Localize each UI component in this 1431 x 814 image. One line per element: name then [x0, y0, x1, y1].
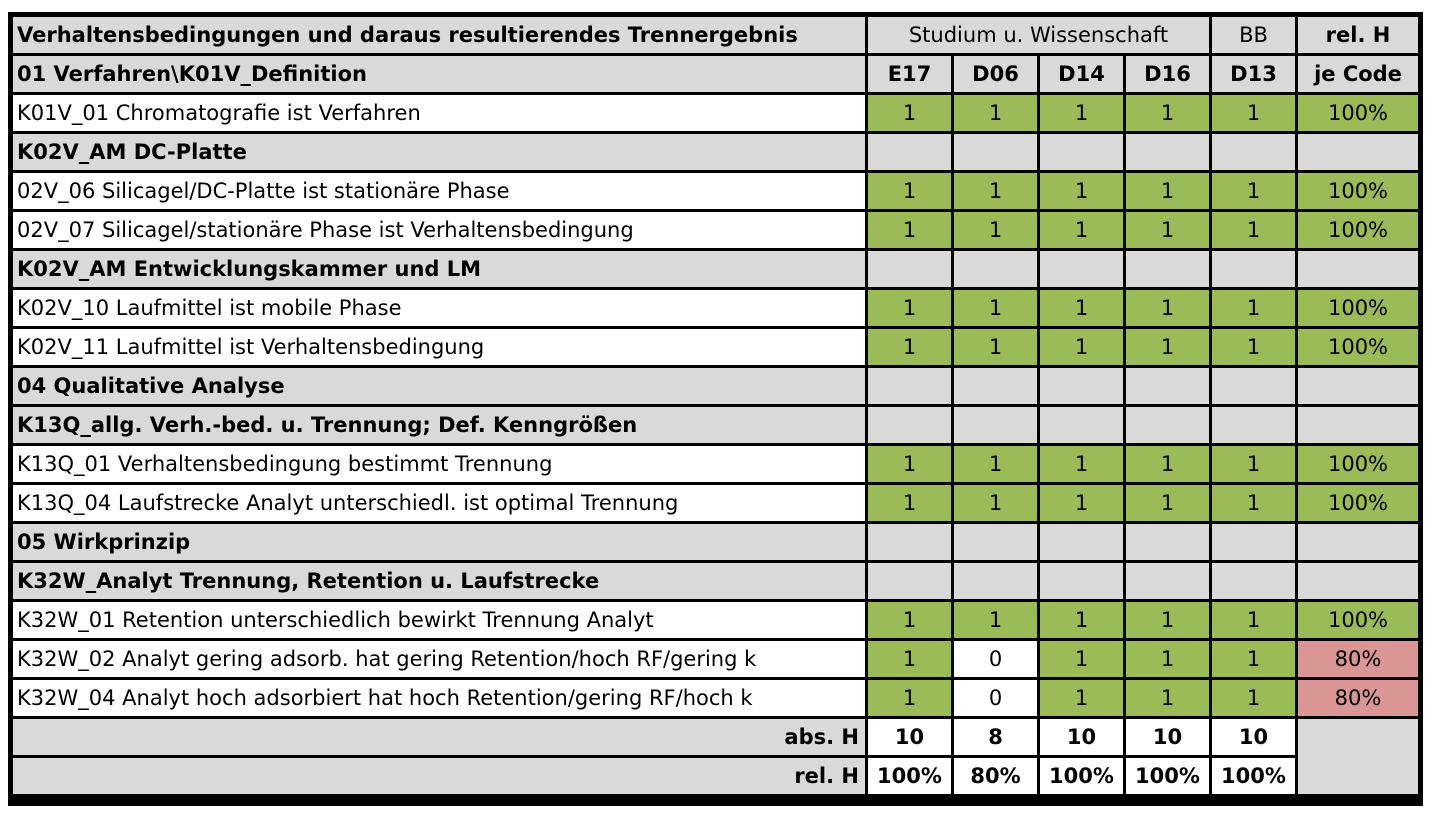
code-label: 02V_07 Silicagel/stationäre Phase ist Verhaltensbedingung [13, 212, 865, 248]
value-cell: 1 [954, 290, 1037, 326]
code-row [13, 485, 1418, 521]
value-cell: 1 [1040, 446, 1123, 482]
empty-cell [1212, 563, 1295, 599]
value-cell: 1 [1126, 602, 1209, 638]
empty-cell [1126, 407, 1209, 443]
value-cell: 1 [954, 446, 1037, 482]
header-row-1 [13, 17, 1418, 53]
empty-cell [954, 524, 1037, 560]
value-cell: 1 [1126, 212, 1209, 248]
rel-h-cell: 80% [1298, 680, 1418, 716]
category-label: K13Q_allg. Verh.-bed. u. Trennung; Def. Kenngrößen [13, 407, 865, 443]
empty-cell [1212, 251, 1295, 287]
empty-cell [954, 368, 1037, 404]
value-cell: 1 [1040, 290, 1123, 326]
table-title: Verhaltensbedingungen und daraus resultierendes Trennergebnis [13, 17, 865, 53]
code-row [13, 173, 1418, 209]
category-row [13, 368, 1418, 404]
value-cell: 1 [1126, 173, 1209, 209]
empty-cell [1212, 524, 1295, 560]
value-cell: 1 [868, 329, 951, 365]
category-row [13, 251, 1418, 287]
value-cell: 0 [954, 680, 1037, 716]
empty-cell [1040, 407, 1123, 443]
empty-cell [1298, 407, 1418, 443]
rel-h-value: 100% [1040, 758, 1123, 794]
value-cell: 1 [868, 680, 951, 716]
code-row [13, 212, 1418, 248]
column-header: D14 [1040, 56, 1123, 92]
value-cell: 1 [868, 602, 951, 638]
value-cell: 1 [1212, 290, 1295, 326]
rel-h-cell: 100% [1298, 173, 1418, 209]
category-row [13, 407, 1418, 443]
category-row [13, 524, 1418, 560]
empty-cell [1126, 251, 1209, 287]
empty-cell [868, 563, 951, 599]
code-label: 02V_06 Silicagel/DC-Platte ist stationäre Phase [13, 173, 865, 209]
code-label: K13Q_01 Verhaltensbedingung bestimmt Trennung [13, 446, 865, 482]
column-header: D13 [1212, 56, 1295, 92]
empty-cell [1040, 134, 1123, 170]
empty-cell [868, 251, 951, 287]
value-cell: 1 [1126, 446, 1209, 482]
value-cell: 1 [1126, 680, 1209, 716]
value-cell: 1 [954, 602, 1037, 638]
empty-cell [868, 368, 951, 404]
group-header-study: Studium u. Wissenschaft [868, 17, 1209, 53]
empty-cell [868, 407, 951, 443]
value-cell: 1 [1040, 680, 1123, 716]
value-cell: 1 [1212, 641, 1295, 677]
empty-cell [868, 524, 951, 560]
abs-h-label: abs. H [13, 719, 865, 755]
coding-table [10, 14, 1421, 797]
rel-h-cell: 100% [1298, 290, 1418, 326]
empty-cell [1298, 134, 1418, 170]
value-cell: 1 [1126, 485, 1209, 521]
value-cell: 1 [868, 446, 951, 482]
rel-h-value: 80% [954, 758, 1037, 794]
header-row-2 [13, 56, 1418, 92]
rel-h-cell: 80% [1298, 641, 1418, 677]
code-row [13, 641, 1418, 677]
rel-h-cell: 100% [1298, 602, 1418, 638]
rel-h-cell: 100% [1298, 485, 1418, 521]
value-cell: 1 [954, 329, 1037, 365]
empty-cell [954, 251, 1037, 287]
code-row [13, 602, 1418, 638]
abs-h-row [13, 719, 1418, 755]
empty-cell [1040, 563, 1123, 599]
code-label: K32W_04 Analyt hoch adsorbiert hat hoch Retention/gering RF/hoch k [13, 680, 865, 716]
coding-table-frame [8, 12, 1423, 806]
empty-cell [954, 563, 1037, 599]
rel-h-cell: 100% [1298, 446, 1418, 482]
rel-h-header: rel. H [1298, 17, 1418, 53]
value-cell: 1 [954, 173, 1037, 209]
empty-cell [1212, 368, 1295, 404]
category-label: 04 Qualitative Analyse [13, 368, 865, 404]
empty-cell [1126, 368, 1209, 404]
empty-cell [1126, 134, 1209, 170]
empty-cell [1212, 407, 1295, 443]
value-cell: 1 [868, 95, 951, 131]
rel-h-value: 100% [868, 758, 951, 794]
je-code-header: je Code [1298, 56, 1418, 92]
abs-h-value: 10 [1040, 719, 1123, 755]
value-cell: 1 [1040, 485, 1123, 521]
value-cell: 1 [1126, 95, 1209, 131]
value-cell: 1 [1212, 485, 1295, 521]
code-label: K32W_01 Retention unterschiedlich bewirkt Trennung Analyt [13, 602, 865, 638]
value-cell: 1 [954, 485, 1037, 521]
group-header-bb: BB [1212, 17, 1295, 53]
empty-cell [1298, 368, 1418, 404]
code-row [13, 446, 1418, 482]
code-label: K02V_11 Laufmittel ist Verhaltensbedingung [13, 329, 865, 365]
category-label: K32W_Analyt Trennung, Retention u. Laufstrecke [13, 563, 865, 599]
empty-cell [1212, 134, 1295, 170]
code-label: K32W_02 Analyt gering adsorb. hat gering Retention/hoch RF/gering k [13, 641, 865, 677]
category-row [13, 563, 1418, 599]
value-cell: 1 [1040, 641, 1123, 677]
abs-h-value: 8 [954, 719, 1037, 755]
empty-cell [1126, 563, 1209, 599]
value-cell: 1 [1212, 173, 1295, 209]
rel-h-label: rel. H [13, 758, 865, 794]
value-cell: 1 [868, 290, 951, 326]
category-label: K02V_AM DC-Platte [13, 134, 865, 170]
category-label: K02V_AM Entwicklungskammer und LM [13, 251, 865, 287]
value-cell: 1 [1212, 212, 1295, 248]
value-cell: 1 [1126, 641, 1209, 677]
value-cell: 1 [1040, 602, 1123, 638]
rel-h-value: 100% [1212, 758, 1295, 794]
section-header: 01 Verfahren\K01V_Definition [13, 56, 865, 92]
rel-h-cell: 100% [1298, 212, 1418, 248]
column-header: E17 [868, 56, 951, 92]
value-cell: 1 [1212, 329, 1295, 365]
code-label: K02V_10 Laufmittel ist mobile Phase [13, 290, 865, 326]
value-cell: 1 [1212, 602, 1295, 638]
value-cell: 1 [1212, 680, 1295, 716]
empty-cell [1126, 524, 1209, 560]
value-cell: 1 [1126, 329, 1209, 365]
empty-cell [954, 134, 1037, 170]
value-cell: 1 [868, 212, 951, 248]
rel-h-value: 100% [1126, 758, 1209, 794]
code-row [13, 95, 1418, 131]
code-row [13, 329, 1418, 365]
value-cell: 1 [1040, 95, 1123, 131]
value-cell: 1 [1040, 212, 1123, 248]
empty-cell [1040, 524, 1123, 560]
empty-cell [954, 407, 1037, 443]
empty-cell [1298, 524, 1418, 560]
value-cell: 1 [954, 95, 1037, 131]
value-cell: 0 [954, 641, 1037, 677]
value-cell: 1 [868, 485, 951, 521]
value-cell: 1 [1040, 329, 1123, 365]
category-label: 05 Wirkprinzip [13, 524, 865, 560]
rel-h-cell: 100% [1298, 95, 1418, 131]
abs-h-value: 10 [1212, 719, 1295, 755]
footer-empty-cell [1298, 719, 1418, 794]
abs-h-value: 10 [868, 719, 951, 755]
value-cell: 1 [1212, 95, 1295, 131]
abs-h-value: 10 [1126, 719, 1209, 755]
code-row [13, 680, 1418, 716]
value-cell: 1 [1212, 446, 1295, 482]
empty-cell [1298, 563, 1418, 599]
rel-h-row [13, 758, 1418, 794]
empty-cell [1298, 251, 1418, 287]
value-cell: 1 [868, 641, 951, 677]
category-row [13, 134, 1418, 170]
rel-h-cell: 100% [1298, 329, 1418, 365]
code-label: K13Q_04 Laufstrecke Analyt unterschiedl. ist optimal Trennung [13, 485, 865, 521]
value-cell: 1 [954, 212, 1037, 248]
column-header: D06 [954, 56, 1037, 92]
code-label: K01V_01 Chromatografie ist Verfahren [13, 95, 865, 131]
code-row [13, 290, 1418, 326]
column-header: D16 [1126, 56, 1209, 92]
value-cell: 1 [1126, 290, 1209, 326]
empty-cell [1040, 368, 1123, 404]
value-cell: 1 [868, 173, 951, 209]
table-body [13, 95, 1418, 716]
empty-cell [868, 134, 951, 170]
value-cell: 1 [1040, 173, 1123, 209]
empty-cell [1040, 251, 1123, 287]
